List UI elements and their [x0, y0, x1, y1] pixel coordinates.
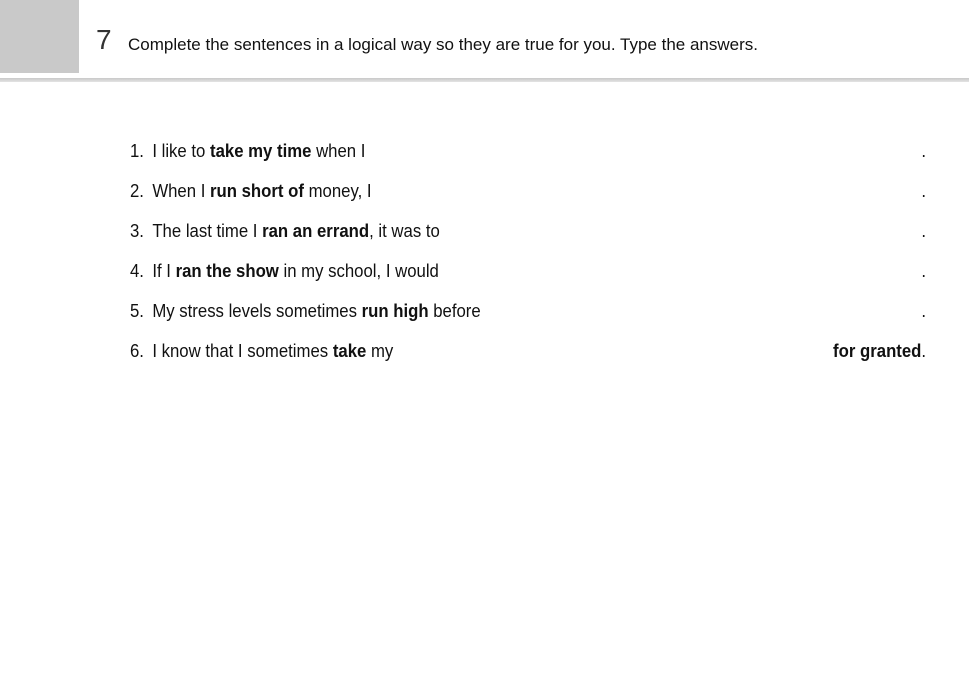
- sentence-item: [130, 180, 926, 220]
- item-number: 6.: [130, 341, 144, 361]
- sentence-fragment: money, I: [303, 181, 372, 201]
- sentence-ending-period: .: [921, 341, 927, 361]
- sentence-item: [130, 220, 926, 260]
- phrase-highlight: ran the show: [175, 261, 279, 281]
- sentence-ending: [921, 180, 926, 203]
- sentence-ending-text: .: [921, 181, 927, 201]
- phrase-highlight: take: [332, 341, 367, 361]
- sentence-fragment: , it was to: [369, 221, 440, 241]
- item-number: 5.: [130, 301, 144, 321]
- sentence-fragment: I like to: [152, 141, 211, 161]
- sentence-item: [130, 300, 926, 340]
- sentence-prompt: [152, 140, 365, 163]
- sentence-ending-text: .: [921, 141, 927, 161]
- item-number: 2.: [130, 181, 144, 201]
- sentence-item: [130, 140, 926, 180]
- item-number: 4.: [130, 261, 144, 281]
- exercise-instruction: Complete the sentences in a logical way so they are true for you. Type the answers.: [128, 35, 758, 54]
- sentence-ending-text: .: [921, 301, 927, 321]
- phrase-highlight: run short of: [210, 181, 304, 201]
- sentence-fragment: When I: [152, 181, 211, 201]
- sentence-ending: [921, 260, 926, 283]
- sentence-prompt: [152, 180, 371, 203]
- item-number: 1.: [130, 141, 144, 161]
- answer-input[interactable]: [444, 260, 917, 283]
- answer-input[interactable]: [399, 340, 830, 363]
- exercise-header: [0, 0, 969, 78]
- sentence-fragment: before: [428, 301, 481, 321]
- answer-input[interactable]: [371, 140, 918, 163]
- sentence-ending-text: for granted: [833, 341, 922, 361]
- sentence-prompt: [152, 260, 439, 283]
- sentence-ending: [921, 140, 926, 163]
- sentence-fragment: The last time I: [152, 221, 263, 241]
- sentence-ending: [921, 300, 926, 323]
- phrase-highlight: run high: [361, 301, 429, 321]
- sentence-ending-text: .: [921, 221, 927, 241]
- phrase-highlight: take my time: [210, 141, 312, 161]
- sentence-item: [130, 340, 926, 380]
- sentence-prompt: [152, 300, 480, 323]
- sentence-prompt: [152, 220, 439, 243]
- sentence-ending-text: .: [921, 261, 927, 281]
- sentence-prompt: [152, 340, 393, 363]
- answer-input[interactable]: [486, 300, 918, 323]
- sentence-fragment: If I: [152, 261, 176, 281]
- sentence-list: [130, 140, 926, 380]
- item-number: 3.: [130, 221, 144, 241]
- sentence-fragment: in my school, I would: [278, 261, 439, 281]
- header-corner-box: [0, 0, 79, 73]
- exercise-number: 7: [96, 24, 112, 55]
- sentence-fragment: My stress levels sometimes: [152, 301, 362, 321]
- phrase-highlight: ran an errand: [262, 221, 370, 241]
- sentence-fragment: my: [366, 341, 394, 361]
- answer-input[interactable]: [377, 180, 917, 203]
- sentence-ending: [921, 220, 926, 243]
- sentence-ending: [833, 340, 926, 363]
- sentence-item: [130, 260, 926, 300]
- answer-input[interactable]: [445, 220, 917, 243]
- sentence-fragment: when I: [311, 141, 366, 161]
- sentence-fragment: I know that I sometimes: [152, 341, 333, 361]
- header-divider: [0, 78, 969, 82]
